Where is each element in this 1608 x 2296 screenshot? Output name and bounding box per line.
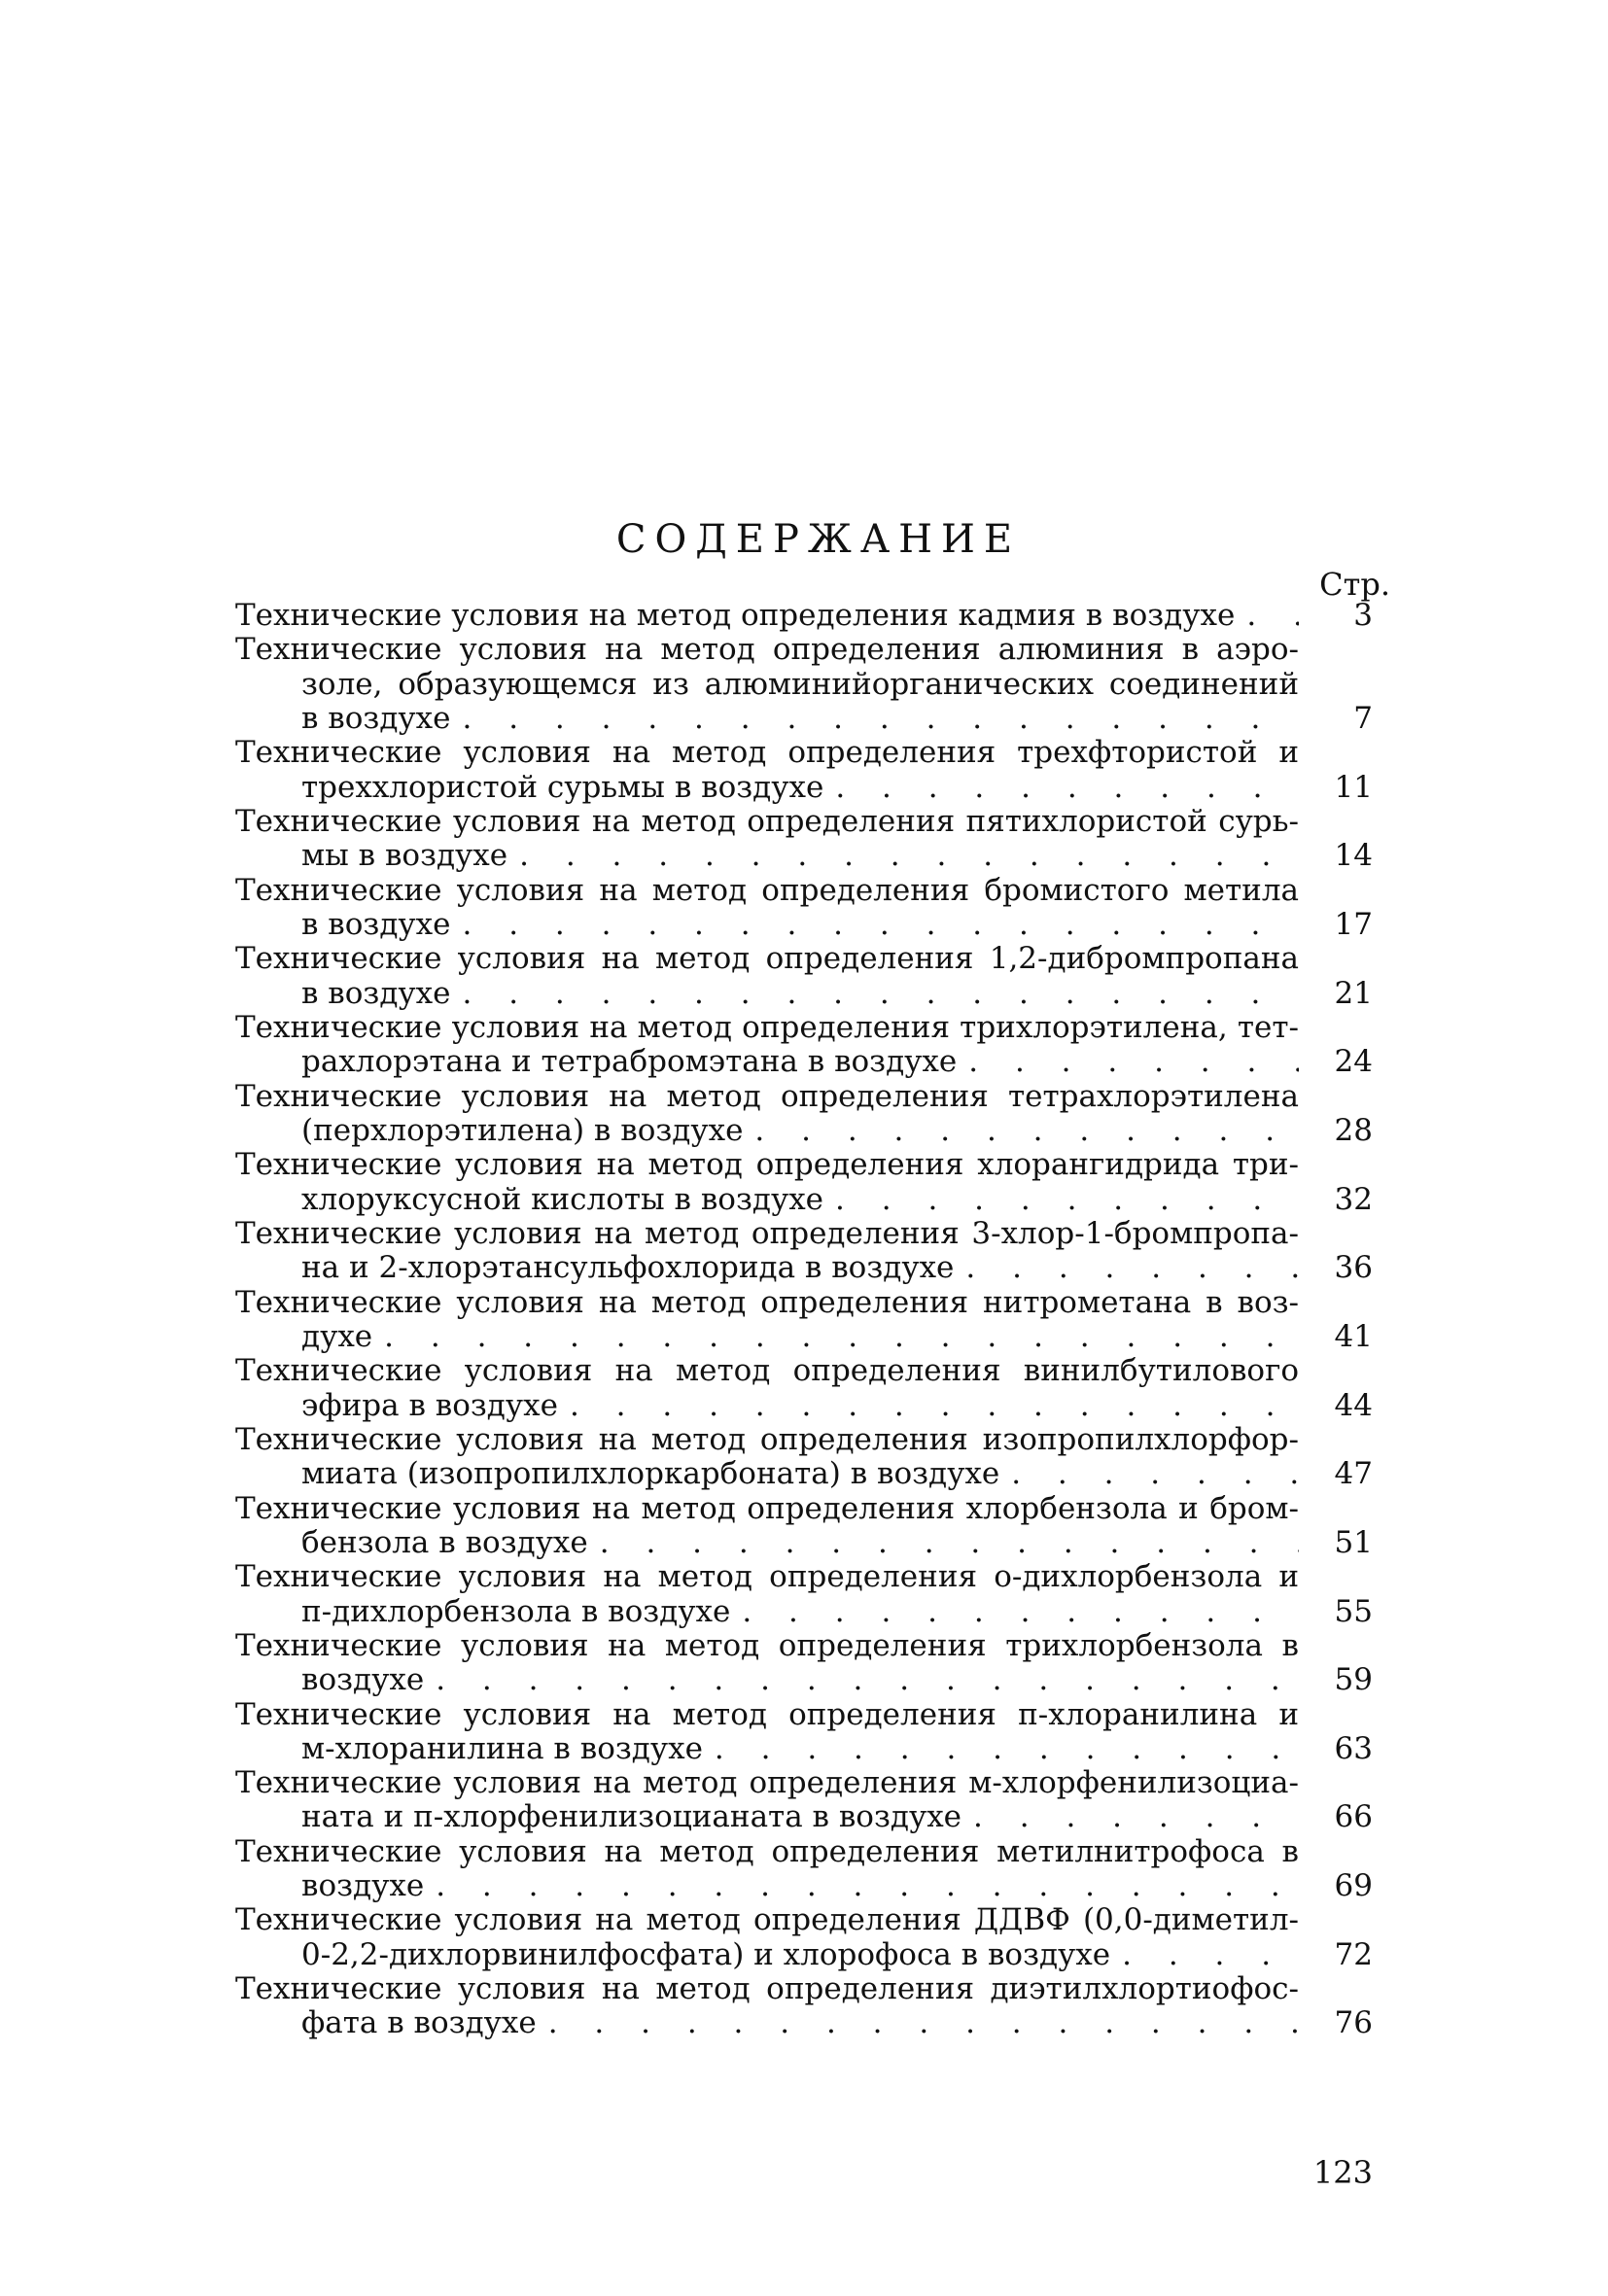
toc-entry-line xyxy=(235,771,1373,805)
dot-leader xyxy=(954,1251,1299,1285)
toc-entry-page-number: 72 xyxy=(1334,1936,1373,1972)
toc-entry-page-number: 59 xyxy=(1334,1662,1373,1698)
dot-leader xyxy=(743,1114,1299,1148)
toc-entry xyxy=(235,736,1373,805)
toc-entry-line xyxy=(235,1148,1373,1182)
dot-leader xyxy=(999,1457,1299,1491)
dot-leader xyxy=(1235,599,1299,633)
toc-entry-line xyxy=(235,839,1373,873)
toc-entry-text: Технические условия на метод определения кадмия в воздухе xyxy=(235,599,1236,633)
toc-entry-page-number: 14 xyxy=(1334,838,1373,874)
toc-entry-text: 0-2,2-дихлорвинилфосфата) и хлорофоса в воздухе xyxy=(301,1937,1111,1972)
toc-entry-page-number: 44 xyxy=(1334,1387,1373,1423)
dot-leader xyxy=(507,839,1299,873)
toc-entry xyxy=(235,1835,1373,1904)
toc-entry-text: Технические условия на метод определения метилнитрофоса в xyxy=(235,1834,1299,1869)
toc-entry-line xyxy=(235,1457,1373,1491)
toc-entry-page-number: 51 xyxy=(1334,1524,1373,1560)
dot-leader xyxy=(424,1869,1299,1903)
toc-entry-text: Технические условия на метод определения изопропилхлорфор- xyxy=(235,1422,1299,1457)
toc-entry-page-number: 32 xyxy=(1334,1181,1373,1217)
toc-entry-line xyxy=(235,1663,1373,1697)
toc-entry-page-number: 69 xyxy=(1334,1868,1373,1904)
toc-entry-page-number: 28 xyxy=(1334,1112,1373,1148)
dot-leader xyxy=(703,1732,1299,1766)
toc-entry-line xyxy=(235,1354,1373,1388)
toc-entry xyxy=(235,1629,1373,1698)
toc-entry-text: Технические условия на метод определения нитрометана в воз- xyxy=(235,1285,1299,1320)
toc-entry xyxy=(235,1148,1373,1217)
toc-entry-text: духе xyxy=(301,1319,373,1354)
dot-leader xyxy=(730,1595,1299,1629)
toc-entry xyxy=(235,1492,1373,1561)
toc-entry-text: Технические условия на метод определения 1,2-дибромпропана xyxy=(235,942,1299,977)
table-of-contents xyxy=(235,599,1373,2041)
toc-entry-page-number: 24 xyxy=(1334,1044,1373,1080)
dot-leader xyxy=(957,1045,1299,1079)
toc-entry-line xyxy=(235,599,1373,633)
dot-leader xyxy=(1110,1938,1299,1972)
toc-entry-page-number: 17 xyxy=(1334,906,1373,942)
toc-entry-text: хлоруксусной кислоты в воздухе xyxy=(301,1182,824,1217)
toc-entry-text: Технические условия на метод определения хлорангидрида три- xyxy=(235,1148,1299,1183)
toc-entry-line xyxy=(235,1938,1373,1972)
toc-entry-line xyxy=(235,1629,1373,1663)
toc-entry-line xyxy=(235,1526,1373,1560)
toc-entry-page-number: 76 xyxy=(1334,2005,1373,2041)
toc-entry-line xyxy=(235,1698,1373,1732)
toc-entry xyxy=(235,1560,1373,1629)
dot-leader xyxy=(451,908,1300,942)
toc-entry-text: Технические условия на метод определения винилбутилового xyxy=(235,1354,1299,1389)
dot-leader xyxy=(451,977,1300,1011)
toc-entry-page-number: 36 xyxy=(1334,1250,1373,1286)
toc-entry-text: мы в воздухе xyxy=(301,839,508,874)
toc-entry-line xyxy=(235,1183,1373,1217)
toc-entry-page-number: 3 xyxy=(1353,598,1373,633)
page-number: 123 xyxy=(1312,2154,1373,2191)
toc-entry xyxy=(235,1286,1373,1355)
toc-entry-text: Технические условия на метод определения диэтилхлортиофос- xyxy=(235,1972,1299,2007)
toc-entry-line xyxy=(235,1286,1373,1320)
toc-entry xyxy=(235,1698,1373,1767)
toc-entry-line xyxy=(235,1972,1373,2006)
dot-leader xyxy=(823,1183,1299,1217)
toc-entry xyxy=(235,1972,1373,2041)
toc-entry-text: на и 2-хлорэтансульфохлорида в воздухе xyxy=(301,1251,955,1286)
toc-entry-text: в воздухе xyxy=(301,701,451,736)
toc-entry-text: ната и п-хлорфенилизоцианата в воздухе xyxy=(301,1800,962,1835)
toc-entry xyxy=(235,633,1373,736)
toc-entry xyxy=(235,1903,1373,1972)
toc-entry-line xyxy=(235,1114,1373,1148)
page-title: СОДЕРЖАНИЕ xyxy=(615,517,1022,562)
toc-entry-text: м-хлоранилина в воздухе xyxy=(301,1731,703,1766)
toc-entry-page-number: 21 xyxy=(1334,975,1373,1011)
toc-entry-text: воздухе xyxy=(301,1663,425,1698)
dot-leader xyxy=(537,2006,1299,2040)
toc-entry-line xyxy=(235,1766,1373,1800)
toc-entry-line xyxy=(235,1835,1373,1869)
toc-entry-page-number: 11 xyxy=(1334,769,1373,805)
toc-entry-text: треххлористой сурьмы в воздухе xyxy=(301,770,824,805)
dot-leader xyxy=(588,1526,1299,1560)
dot-leader xyxy=(823,771,1299,805)
toc-entry-page-number: 55 xyxy=(1334,1593,1373,1629)
toc-entry-text: Технические условия на метод определения трихлорэтилена, тет- xyxy=(235,1010,1299,1045)
toc-entry-line xyxy=(235,805,1373,839)
toc-entry-text: Технические условия на метод определения трихлорбензола в xyxy=(235,1628,1299,1663)
toc-entry-page-number: 63 xyxy=(1334,1730,1373,1766)
toc-entry-line xyxy=(235,942,1373,976)
toc-entry-line xyxy=(235,1217,1373,1251)
toc-entry-line xyxy=(235,1869,1373,1903)
toc-entry-line xyxy=(235,1389,1373,1423)
toc-entry-text: в воздухе xyxy=(301,907,451,942)
toc-entry-text: п-дихлорбензола в воздухе xyxy=(301,1594,731,1629)
toc-entry-text: бензола в воздухе xyxy=(301,1525,588,1560)
toc-entry xyxy=(235,1080,1373,1149)
toc-entry-line xyxy=(235,1560,1373,1594)
toc-entry-line xyxy=(235,1011,1373,1045)
toc-entry xyxy=(235,805,1373,874)
toc-entry xyxy=(235,874,1373,943)
toc-entry-text: Технические условия на метод определения бромистого метила xyxy=(235,873,1299,908)
toc-entry-page-number: 47 xyxy=(1334,1456,1373,1492)
toc-entry-line xyxy=(235,1732,1373,1766)
dot-leader xyxy=(558,1389,1299,1423)
toc-entry xyxy=(235,1011,1373,1080)
toc-entry-line xyxy=(235,668,1373,702)
toc-entry-page-number: 66 xyxy=(1334,1799,1373,1835)
dot-leader xyxy=(961,1800,1299,1834)
toc-entry-text: Технические условия на метод определения тетрахлорэтилена xyxy=(235,1079,1299,1114)
toc-entry-text: Технические условия на метод определения п-хлоранилина и xyxy=(235,1697,1299,1732)
toc-entry xyxy=(235,1217,1373,1286)
toc-entry-text: рахлорэтана и тетрабромэтана в воздухе xyxy=(301,1045,958,1080)
toc-entry-text: Технические условия на метод определения пятихлористой сурь- xyxy=(235,804,1299,839)
toc-entry xyxy=(235,942,1373,1011)
dot-leader xyxy=(451,702,1300,736)
toc-entry-line xyxy=(235,736,1373,770)
toc-entry-text: Технические условия на метод определения алюминия в аэро- xyxy=(235,633,1299,668)
toc-entry-text: воздухе xyxy=(301,1869,425,1904)
toc-entry-line xyxy=(235,908,1373,942)
toc-entry-text: фата в воздухе xyxy=(301,2006,537,2041)
dot-leader xyxy=(424,1663,1299,1697)
toc-entry-line xyxy=(235,633,1373,667)
toc-entry-line xyxy=(235,977,1373,1011)
toc-entry-line xyxy=(235,1595,1373,1629)
toc-entry xyxy=(235,1354,1373,1423)
toc-entry-text: Технические условия на метод определения 3-хлор-1-бромпропа- xyxy=(235,1216,1299,1251)
toc-entry-text: (перхлорэтилена) в воздухе xyxy=(301,1113,744,1148)
toc-entry-line xyxy=(235,1080,1373,1114)
toc-entry-line xyxy=(235,874,1373,908)
toc-entry-line xyxy=(235,1423,1373,1457)
toc-entry-line xyxy=(235,1903,1373,1937)
toc-entry-text: Технические условия на метод определения м-хлорфенилизоциа- xyxy=(235,1766,1299,1801)
toc-entry xyxy=(235,1423,1373,1492)
toc-entry-text: Технические условия на метод определения о-дихлорбензола и xyxy=(235,1560,1299,1595)
toc-entry-line xyxy=(235,1251,1373,1285)
toc-entry xyxy=(235,1766,1373,1835)
toc-entry-page-number: 7 xyxy=(1353,700,1373,736)
toc-entry-line xyxy=(235,702,1373,736)
toc-entry-text: Технические условия на метод определения ДДВФ (0,0-диметил- xyxy=(235,1903,1299,1938)
toc-entry-line xyxy=(235,1492,1373,1526)
toc-entry-line xyxy=(235,1045,1373,1079)
toc-entry-line xyxy=(235,1800,1373,1834)
toc-entry-text: золе, образующемся из алюминийорганических соединений xyxy=(301,667,1299,702)
toc-entry-text: эфира в воздухе xyxy=(301,1388,558,1423)
toc-entry-text: Технические условия на метод определения хлорбензола и бром- xyxy=(235,1491,1299,1526)
toc-entry xyxy=(235,599,1373,633)
toc-entry-text: миата (изопропилхлоркарбоната) в воздухе xyxy=(301,1457,1000,1492)
toc-entry-line xyxy=(235,1320,1373,1354)
toc-entry-text: Технические условия на метод определения трехфтористой и xyxy=(235,736,1299,771)
toc-entry-line xyxy=(235,2006,1373,2040)
toc-entry-page-number: 41 xyxy=(1334,1318,1373,1354)
toc-entry-text: в воздухе xyxy=(301,976,451,1011)
dot-leader xyxy=(372,1320,1299,1354)
page-column-label: Стр. xyxy=(1319,566,1390,603)
